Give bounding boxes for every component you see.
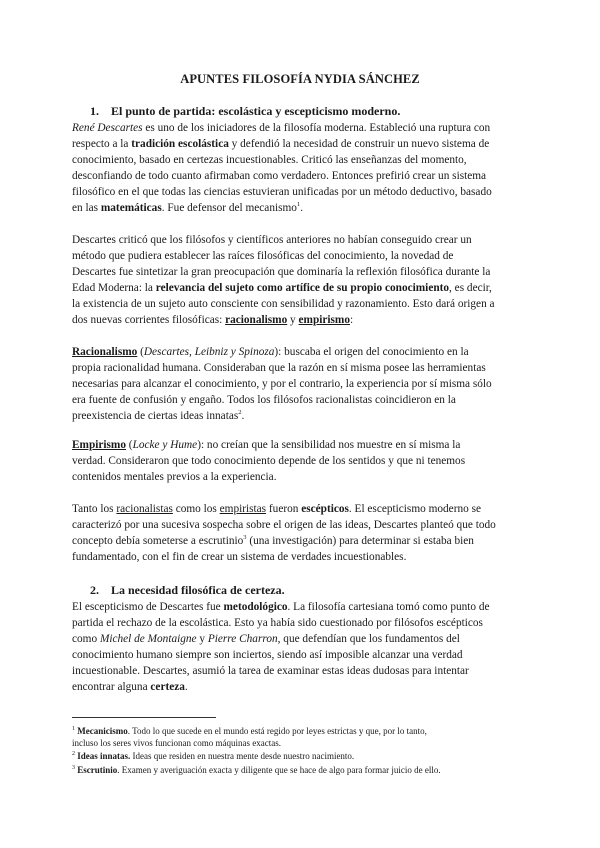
keyword-metodologico: metodológico bbox=[223, 601, 288, 613]
footnote-separator bbox=[72, 717, 216, 718]
section-1-title: El punto de partida: escolástica y escepticismo moderno. bbox=[111, 104, 401, 118]
section-2-title: La necesidad filosófica de certeza. bbox=[111, 583, 285, 597]
footnote-1: $^1$ Mecanicismo. Todo lo que sucede en el mundo está regido por leyes estrictas y que, por lo tanto, incluso los seres vivos funcionan como máquinas exactas. bbox=[72, 726, 427, 748]
keyword-relevancia-sujeto: relevancia del sujeto como artífice de su propio conocimiento bbox=[155, 282, 450, 294]
section-1-number: 1. bbox=[90, 104, 99, 118]
keyword-matematicas: matemáticas bbox=[100, 202, 162, 214]
term-racionalismo: Racionalismo bbox=[72, 346, 138, 358]
footnote-ref-1: 1 bbox=[296, 201, 301, 209]
document-title: APUNTES FILOSOFÍA NYDIA SÁNCHEZ bbox=[180, 72, 420, 86]
section-2-number: 2. bbox=[90, 583, 99, 597]
keyword-certeza: certeza bbox=[150, 681, 185, 693]
keyword-racionalismo: racionalismo bbox=[225, 314, 288, 326]
footnote-ref-2: 2 bbox=[238, 409, 242, 417]
paragraph-descartes-intro: René Descartes es uno de los iniciadores de la filosofía moderna. Estableció una ruptura con respecto a la tradición escolástica y defendió la necesidad de construir un nuevo sistema de conocimiento, basado en certezas incuestionables. Criticó las enseñanzas del momento, desconfiando de todo cuanto afirmaban como verdadero. Entonces prefirió crear un sistema filosófico en el que todas las ciencias estuvieran unificadas por un método deductivo, basado en las matemáticas. Fue defensor del mecanismo$^1$. bbox=[72, 122, 492, 214]
author-name: René Descartes bbox=[72, 122, 143, 134]
section-2-heading bbox=[90, 583, 285, 598]
paragraph-critica: Descartes criticó que los filósofos y científicos anteriores no habían conseguido crear un método que pudiera establecer las raíces filosóficas del conocimiento, la novedad de Descartes fue sintetizar la gran preocupación que dominaría la reflexión filosófica durante la Edad Moderna: la relevancia del sujeto como artífice de su propio conocimiento, es decir, la existencia de un sujeto auto consciente con sensibilidad y razonamiento. Esto dará origen a dos nuevas corrientes filosóficas: racionalismo y empirismo: bbox=[72, 234, 495, 326]
paragraph-empirismo: Empirismo (Locke y Hume): no creían que la sensibilidad nos muestre en sí misma la verdad. Consideraron que todo conocimiento depende de los sentidos y que ni tenemos contenidos mentales previos a la experiencia. bbox=[72, 439, 466, 483]
footnote-ref-3: 3 bbox=[243, 534, 247, 542]
paragraph-racionalismo: Racionalismo (Descartes, Leibniz y Spinoza): buscaba el origen del conocimiento en la propia racionalidad humana. Consideraban que la razón en sí misma posee las herramientas necesarias para alcanzar el conocimiento, y por el contrario, la experiencia por sí misma sólo era fuente de confusión y engaño. Todos los filósofos racionalistas coincidieron en la preexistencia de ciertas ideas innatas$^2$. bbox=[72, 346, 492, 422]
paragraph-escepticos: Tanto los racionalistas como los empiristas fueron escépticos. El escepticismo moderno se caracterizó por una sucesiva sospecha sobre el origen de las ideas, Descartes planteó que todo concepto debía someterse a escrutinio$^3$ (una investigación) para determinar si estaba bien fundamentado, con el fin de crear un sistema de verdades incuestionables. bbox=[72, 503, 496, 563]
keyword-empirismo: empirismo bbox=[298, 314, 350, 326]
paragraph-escepticismo-metodologico: El escepticismo de Descartes fue metodológico. La filosofía cartesiana tomó como punto de partida el rechazo de la escolástica. Esto ya había sido cuestionado por filósofos escépticos como Michel de Montaigne y Pierre Charron, que defendían que los fundamentos del conocimiento humano siempre son inciertos, siendo así imposible alcanzar una verdad incuestionable. Descartes, asumió la tarea de examinar estas ideas dudosas para intentar encontrar alguna certeza. bbox=[72, 601, 490, 693]
footnote-2: $^2$ Ideas innatas. Ideas que residen en nuestra mente desde nuestro nacimiento. bbox=[72, 751, 355, 761]
term-empirismo: Empirismo bbox=[72, 439, 126, 451]
keyword-escepticos: escépticos bbox=[301, 503, 349, 515]
section-1-heading bbox=[90, 104, 400, 119]
footnote-3: $^3$ Escrutinio. Examen y averiguación exacta y diligente que se hace de algo para formar juicio de ello. bbox=[72, 765, 441, 775]
keyword-tradicion: tradición escolástica bbox=[131, 138, 229, 150]
